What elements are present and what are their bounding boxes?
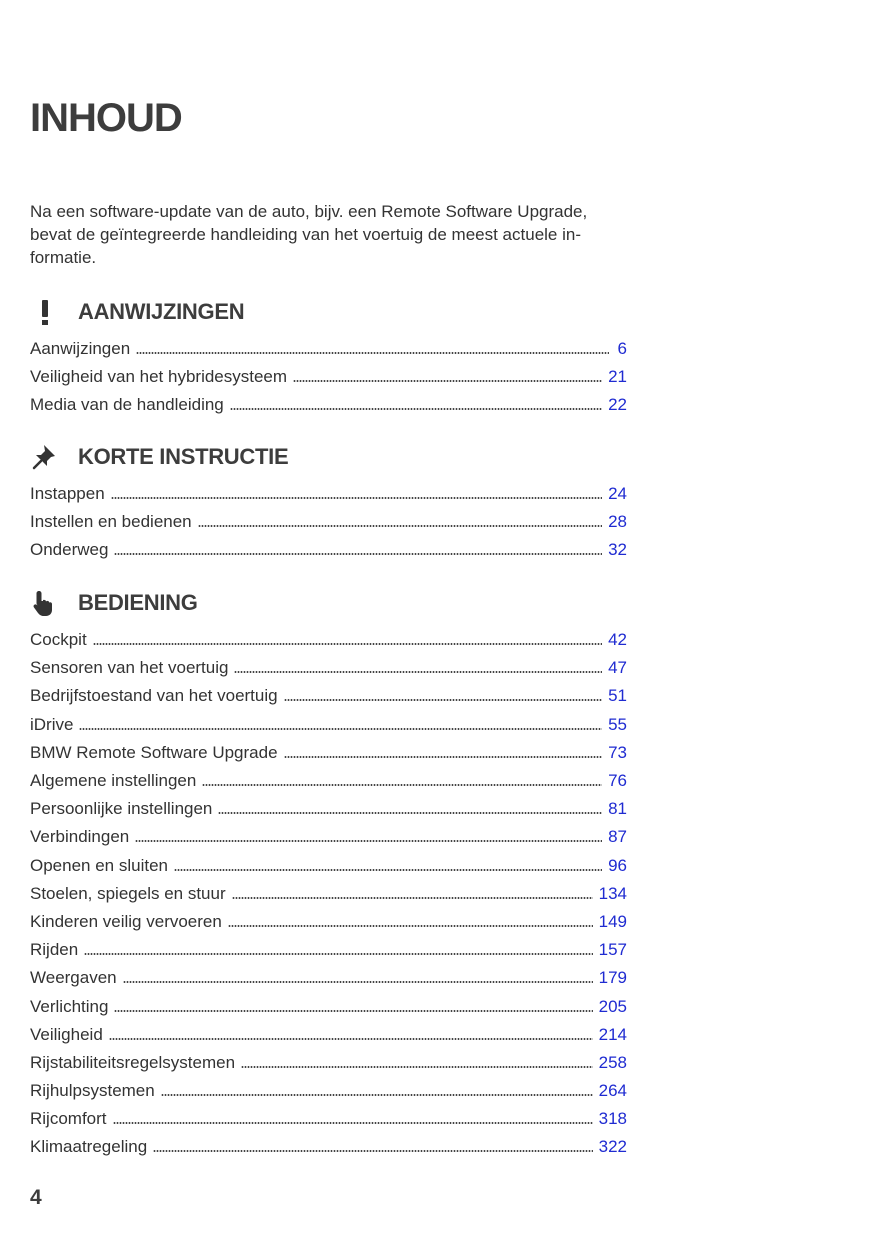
dot-leader [228, 925, 593, 927]
toc-entry-label: iDrive [30, 714, 74, 734]
toc-entry-label: Klimaatregeling [30, 1137, 148, 1157]
toc-entry-page-link[interactable]: 32 [608, 540, 627, 560]
toc-entry-page-link[interactable]: 179 [598, 968, 627, 988]
toc-entry-page-link[interactable]: 21 [608, 367, 627, 387]
toc-entry-label: Rijstabiliteitsregelsystemen [30, 1052, 236, 1072]
toc-entry-aanwijzingen[interactable] [30, 335, 627, 363]
toc-entry-label: Persoonlijke instellingen [30, 799, 213, 819]
toc-entry-page-link[interactable]: 28 [608, 512, 627, 532]
section-title: KORTE INSTRUCTIE [78, 444, 289, 469]
section-korte-instructie [30, 434, 627, 565]
toc-entry-remote-software-upgrade[interactable] [30, 739, 627, 767]
toc-entry-page-link[interactable]: 87 [608, 827, 627, 847]
toc-entry-label: Veiligheid van het hybridesysteem [30, 367, 288, 387]
section-bediening [30, 580, 627, 1162]
toc-entry-label: Sensoren van het voertuig [30, 658, 229, 678]
toc-entry-page-link[interactable]: 42 [608, 630, 627, 650]
toc-entry-veiligheid-hybridesysteem[interactable] [30, 363, 627, 391]
toc-entry-rijhulpsystemen[interactable] [30, 1077, 627, 1105]
toc-entry-page-link[interactable]: 134 [598, 883, 627, 903]
dot-leader [230, 408, 602, 410]
pushpin-icon [30, 442, 78, 472]
section-aanwijzingen [30, 289, 627, 420]
toc-entry-verbindingen[interactable] [30, 823, 627, 851]
toc-entry-idrive[interactable] [30, 711, 627, 739]
toc-entry-page-link[interactable]: 76 [608, 771, 627, 791]
intro-line: Na een software-update van de auto, bijv. een Remote Software Upgrade, [30, 202, 588, 221]
dot-leader [202, 784, 602, 786]
dot-leader [153, 1150, 592, 1152]
pointing-hand-icon [30, 588, 78, 618]
toc-entry-label: Rijcomfort [30, 1109, 107, 1129]
section-header [30, 289, 627, 335]
toc-entry-label: Rijhulpsystemen [30, 1081, 155, 1101]
toc-entry-page-link[interactable]: 47 [608, 658, 627, 678]
toc-entry-label: Algemene instellingen [30, 771, 197, 791]
section-title: BEDIENING [78, 590, 198, 615]
section-header [30, 434, 627, 480]
dot-leader [114, 1010, 592, 1012]
toc-entry-page-link[interactable]: 205 [598, 996, 627, 1016]
dot-leader [284, 756, 603, 758]
toc-entry-label: Veiligheid [30, 1024, 103, 1044]
toc-entry-page-link[interactable]: 322 [598, 1137, 627, 1157]
toc-entry-label: BMW Remote Software Upgrade [30, 742, 278, 762]
toc-entry-instappen[interactable] [30, 480, 627, 508]
toc-entry-label: Onderweg [30, 540, 109, 560]
toc-entry-label: Instellen en bedienen [30, 512, 192, 532]
dot-leader [135, 840, 602, 842]
intro-text [30, 200, 627, 269]
intro-line: bevat de geïntegreerde handleiding van het voertuig de meest actuele in- [30, 225, 581, 244]
toc-entry-page-link[interactable]: 22 [608, 395, 627, 415]
toc-entry-page-link[interactable]: 6 [617, 339, 627, 359]
dot-leader [84, 953, 592, 955]
toc-entry-page-link[interactable]: 55 [608, 714, 627, 734]
section-title: AANWIJZINGEN [78, 299, 245, 324]
intro-line: formatie. [30, 248, 97, 267]
toc-entry-page-link[interactable]: 73 [608, 742, 627, 762]
toc-entry-rijstabiliteitsregelsystemen[interactable] [30, 1049, 627, 1077]
toc-entry-label: Rijden [30, 940, 79, 960]
toc-entry-persoonlijke-instellingen[interactable] [30, 795, 627, 823]
toc-entry-label: Instappen [30, 484, 105, 504]
toc-entry-veiligheid[interactable] [30, 1021, 627, 1049]
toc-entry-label: Aanwijzingen [30, 339, 131, 359]
dot-leader [241, 1066, 593, 1068]
section-header [30, 580, 627, 626]
toc-entry-label: Stoelen, spiegels en stuur [30, 883, 226, 903]
dot-leader [113, 1122, 593, 1124]
dot-leader [232, 897, 593, 899]
dot-leader [174, 869, 602, 871]
toc-entry-page-link[interactable]: 258 [598, 1052, 627, 1072]
page-title: INHOUD [30, 96, 182, 140]
toc-entry-page-link[interactable]: 96 [608, 855, 627, 875]
dot-leader [161, 1094, 593, 1096]
dot-leader [218, 812, 602, 814]
toc-entry-page-link[interactable]: 81 [608, 799, 627, 819]
dot-leader [109, 1038, 593, 1040]
toc-entry-page-link[interactable]: 149 [598, 911, 627, 931]
toc-entry-rijden[interactable] [30, 936, 627, 964]
toc-entry-instellen-bedienen[interactable] [30, 508, 627, 536]
dot-leader [198, 525, 602, 527]
dot-leader [123, 981, 593, 983]
toc-entry-page-link[interactable]: 51 [608, 686, 627, 706]
toc-entry-label: Verbindingen [30, 827, 130, 847]
toc-entry-label: Verlichting [30, 996, 109, 1016]
toc-entry-onderweg[interactable] [30, 536, 627, 564]
toc-entry-page-link[interactable]: 214 [598, 1024, 627, 1044]
toc-entry-label: Bedrijfstoestand van het voertuig [30, 686, 278, 706]
dot-leader [136, 352, 609, 354]
toc-entry-bedrijfstoestand[interactable] [30, 682, 627, 710]
toc-entry-label: Weergaven [30, 968, 117, 988]
toc-entry-page-link[interactable]: 157 [598, 940, 627, 960]
dot-leader [93, 643, 602, 645]
toc-entry-label: Cockpit [30, 630, 87, 650]
toc-entry-page-link[interactable]: 264 [598, 1081, 627, 1101]
toc-entry-label: Kinderen veilig vervoeren [30, 911, 222, 931]
exclamation-icon [30, 297, 78, 327]
dot-leader [284, 699, 602, 701]
toc-entry-stoelen-spiegels-stuur[interactable] [30, 880, 627, 908]
dot-leader [79, 728, 602, 730]
dot-leader [114, 553, 602, 555]
dot-leader [111, 497, 602, 499]
toc-entry-label: Openen en sluiten [30, 855, 168, 875]
toc-entry-rijcomfort[interactable] [30, 1105, 627, 1133]
toc-entry-klimaatregeling[interactable] [30, 1133, 627, 1161]
toc-entry-kinderen-veilig-vervoeren[interactable] [30, 908, 627, 936]
toc-entry-page-link[interactable]: 318 [598, 1109, 627, 1129]
dot-leader [293, 380, 602, 382]
toc-entry-media-handleiding[interactable] [30, 391, 627, 419]
toc-entry-page-link[interactable]: 24 [608, 484, 627, 504]
toc-entry-openen-sluiten[interactable] [30, 852, 627, 880]
toc-entry-weergaven[interactable] [30, 964, 627, 992]
dot-leader [234, 671, 602, 673]
toc-entry-cockpit[interactable] [30, 626, 627, 654]
page-number: 4 [30, 1186, 42, 1209]
toc-entry-algemene-instellingen[interactable] [30, 767, 627, 795]
toc-entry-label: Media van de handleiding [30, 395, 224, 415]
toc-entry-sensoren[interactable] [30, 654, 627, 682]
toc-entry-verlichting[interactable] [30, 992, 627, 1020]
